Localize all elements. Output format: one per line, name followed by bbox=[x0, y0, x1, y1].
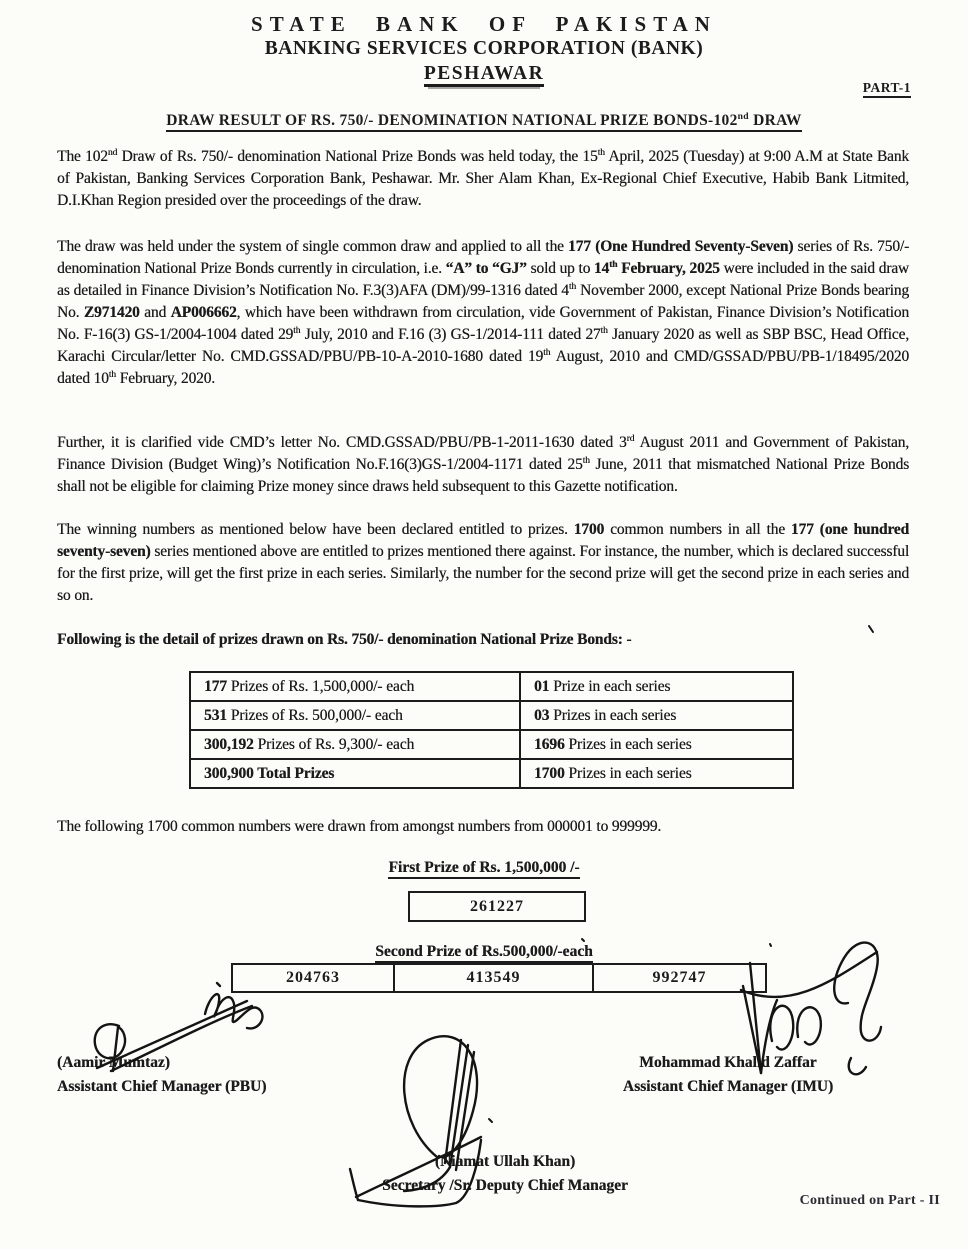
total-prizes-cell: 300,900 Total Prizes bbox=[190, 759, 520, 788]
second-prize-number-cell: 204763 bbox=[232, 964, 394, 992]
prize-per-series-cell: 01 Prize in each series bbox=[520, 672, 793, 701]
second-prize-numbers-table bbox=[231, 963, 767, 993]
bank-name: STATE BANK OF PAKISTAN bbox=[251, 12, 717, 36]
prizes-summary-table bbox=[189, 671, 794, 789]
continued-label: Continued on Part - II bbox=[799, 1193, 940, 1208]
table-row bbox=[190, 701, 793, 730]
document-title: DRAW RESULT OF RS. 750/- DENOMINATION NATIONAL PRIZE BONDS-102nd DRAW bbox=[0, 112, 968, 130]
table-row bbox=[190, 759, 793, 788]
signatory-title: Assistant Chief Manager (IMU) bbox=[622, 1078, 834, 1095]
paragraph-clarification: Further, it is clarified vide CMD’s letter No. CMD.GSSAD/PBU/PB-1-2011-1630 dated 3rd August 2011 and Government of Pakistan, Finance Division (Budget Wing)’s Notification No.F.16(3)GS-1/2004-1171 dated 25th June, 2011 that mismatched National Prize Bonds shall not be eligible for claiming Prize money since draws held subsequent to this Gazette notification. bbox=[57, 432, 909, 495]
signatory-title: Secretary /Sr. Deputy Chief Manager bbox=[382, 1177, 628, 1194]
paragraph-winning-numbers: The winning numbers as mentioned below have been declared entitled to prizes. 1700 common numbers in all the 177 (one hundred seventy-seven) series mentioned above are entitled to prizes mentioned there against. For instance, the number, which is declared successful for the first prize, will get the first prize in each series. Similarly, the number for the second prize will get the second prize in each series and so on. bbox=[57, 521, 909, 604]
second-prize-number-cell: 992747 bbox=[593, 964, 766, 992]
city-name: PESHAWAR bbox=[0, 63, 968, 85]
department-name: BANKING SERVICES CORPORATION (BANK) bbox=[264, 38, 704, 59]
prize-per-series-cell: 1696 Prizes in each series bbox=[520, 730, 793, 759]
first-prize-heading: First Prize of Rs. 1,500,000 /- bbox=[0, 859, 968, 877]
table-row bbox=[190, 730, 793, 759]
signatory-name: Mohammad Khalid Zaffar bbox=[639, 1054, 817, 1071]
prize-amount-cell: 531 Prizes of Rs. 500,000/- each bbox=[190, 701, 520, 730]
signatory-name: (Niamat Ullah Khan) bbox=[434, 1153, 576, 1170]
prize-per-series-cell: 1700 Prizes in each series bbox=[520, 759, 793, 788]
table-row bbox=[232, 964, 766, 992]
prize-amount-cell: 177 Prizes of Rs. 1,500,000/- each bbox=[190, 672, 520, 701]
signatory-center bbox=[340, 1150, 670, 1198]
paragraph-draw-system: The draw was held under the system of single common draw and applied to all the 177 (One Hundred Seventy-Seven) series of Rs. 750/- denomination National Prize Bonds currently in circulation, i.e. “A” to “GJ” sold up to 14th February, 2025 were included in the said draw as detailed in Finance Division’s Notification No. F.3(3)AFA (DM)/99-1316 dated 4th November 2000, except National Prize Bonds bearing No. Z971420 and AP006662, which have been withdrawn from circulation, vide Government of Pakistan, Finance Division’s Notification No. F-16(3) GS-1/2004-1004 dated 29th July, 2010 and F.16 (3) GS-1/2014-111 dated 27th January 2020 as well as SBP BSC, Head Office, Karachi Circular/letter No. CMD.GSSAD/PBU/PB-10-A-2010-1680 dated 19th August, 2010 and CMD/GSSAD/PBU/PB-1/18495/2020 dated 10th February, 2020. bbox=[57, 238, 910, 387]
second-prize-number-cell: 413549 bbox=[394, 964, 593, 992]
prize-per-series-cell: 03 Prizes in each series bbox=[520, 701, 793, 730]
paragraph-draw-held: The 102nd Draw of Rs. 750/- denomination National Prize Bonds was held today, the 15th April, 2025 (Tuesday) at 9:00 A.M at State Bank of Pakistan, Banking Services Corporation Bank, Peshawar. Mr. Sher Alam Khan, Ex-Regional Chief Executive, Habib Bank Litmited, D.I.Khan Region presided over the proceedings of the draw. bbox=[57, 146, 909, 209]
signatory-left bbox=[57, 1051, 266, 1099]
common-numbers-line: The following 1700 common numbers were drawn from amongst numbers from 000001 to 999999. bbox=[57, 818, 662, 835]
signatory-title: Assistant Chief Manager (PBU) bbox=[57, 1078, 267, 1095]
prize-amount-cell: 300,192 Prizes of Rs. 9,300/- each bbox=[190, 730, 520, 759]
part-label: PART-1 bbox=[863, 80, 911, 98]
first-prize-number-box: 261227 bbox=[408, 891, 586, 922]
following-detail-line: Following is the detail of prizes drawn on Rs. 750/- denomination National Prize Bonds: - bbox=[57, 631, 632, 648]
second-prize-heading: Second Prize of Rs.500,000/-each bbox=[0, 943, 968, 961]
signatory-right bbox=[608, 1051, 848, 1099]
signatory-name: (Aamir Mumtaz) bbox=[57, 1054, 170, 1071]
table-row bbox=[190, 672, 793, 701]
